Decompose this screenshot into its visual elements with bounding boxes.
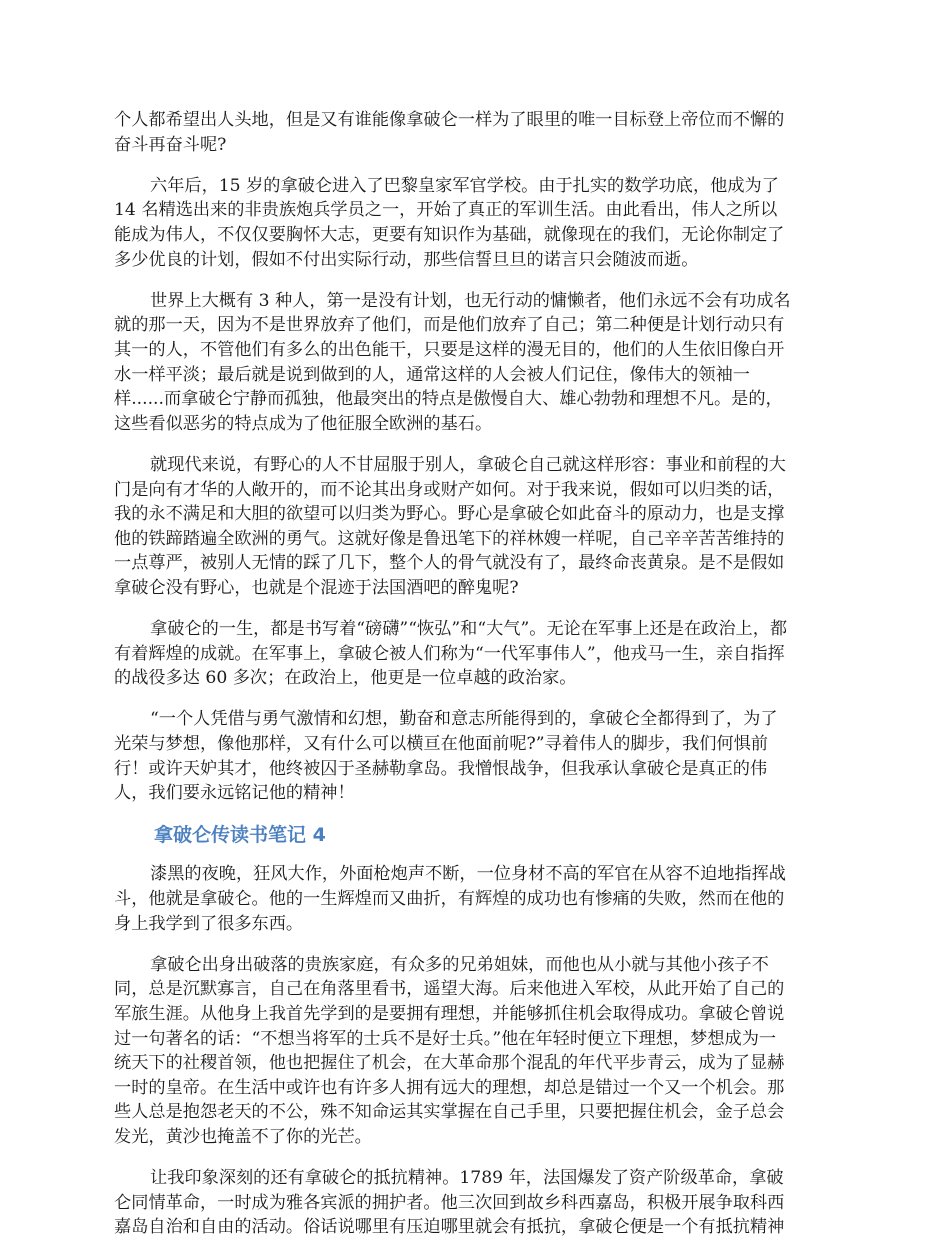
essay-body-continued <box>114 862 840 1240</box>
text-line: 斗，他就是拿破仑。他的一生辉煌而又曲折，有辉煌的成功也有惨痛的失败，然而在他的 <box>114 889 785 909</box>
paragraph <box>114 289 840 437</box>
text-line: “一个人凭借与勇气激情和幻想，勤奋和意志所能得到的，拿破仑全都得到了，为了 <box>150 709 778 730</box>
text-line: 这些看似恶劣的特点成为了他征服全欧洲的基石。 <box>114 413 493 434</box>
paragraph <box>114 617 840 691</box>
text-line: 嘉岛自治和自由的活动。俗话说哪里有压迫哪里就会有抵抗，拿破仑便是一个有抵抗精神 <box>114 1217 785 1238</box>
text-line: 同，总是沉默寡言，自己在角落里看书，遥望大海。后来他进入军校，从此开始了自己的 <box>114 979 785 1000</box>
text-line: 多少优良的计划，假如不付出实际行动，那些信誓旦旦的诺言只会随波而逝。 <box>114 249 699 270</box>
section-heading: 拿破仑传读书笔记 4 <box>154 824 326 847</box>
paragraph <box>114 174 840 272</box>
text-line: 世界上大概有 3 种人，第一是没有计划，也无行动的慵懒者，他们永远不会有功成名 <box>150 290 791 311</box>
text-line: 六年后，15 岁的拿破仑进入了巴黎皇家军官学校。由于扎实的数学功底，他成为了 <box>150 175 779 196</box>
text-line: 就现代来说，有野心的人不甘屈服于别人，拿破仑自己就这样形容：事业和前程的大 <box>150 454 786 475</box>
text-line: 样......而拿破仑宁静而孤独，他最突出的特点是傲慢自大、雄心勃勃和理想不凡。是的， <box>114 389 783 410</box>
text-line: 14 名精选出来的非贵族炮兵学员之一，开始了真正的军训生活。由此看出，伟人之所以 <box>114 200 778 221</box>
text-line: 其一的人，不管他们有多么的出色能干，只要是这样的漫无目的，他们的人生依旧像白开 <box>114 339 785 360</box>
paragraph <box>114 108 840 157</box>
text-line: 一点尊严，被别人无情的踩了几下，整个人的骨气就没有了，最终命丧黄泉。是不是假如 <box>114 553 785 574</box>
text-line: 行！或许天妒其才，他终被囚于圣赫勒拿岛。我憎恨战争，但我承认拿破仑是真正的伟 <box>114 758 768 779</box>
text-line: 一时的皇帝。在生活中或许也有许多人拥有远大的理想，却总是错过一个又一个机会。那 <box>114 1077 785 1098</box>
text-line: 就的那一天，因为不是世界放弃了他们，而是他们放弃了自己；第二种便是计划行动只有 <box>114 315 785 336</box>
text-line: 些人总是抱怨老天的不公，殊不知命运其实掌握在自己手里，只要把握住机会，金子总会 <box>114 1102 785 1123</box>
text-line: 发光，黄沙也掩盖不了你的光芒。 <box>114 1126 372 1147</box>
paragraph <box>114 1166 840 1240</box>
text-line: 拿破仑没有野心，也就是个混迹于法国酒吧的醉鬼呢? <box>114 577 519 598</box>
text-line: 让我印象深刻的还有拿破仑的抵抗精神。1789 年，法国爆发了资产阶级革命，拿破 <box>150 1168 784 1189</box>
text-line: 他的铁蹄踏遍全欧洲的勇气。这就好像是鲁迅笔下的祥林嫂一样呢，自己辛辛苦苦维持的 <box>114 528 785 549</box>
text-line: 拿破仑的一生，都是书写着“磅礴”“恢弘”和“大气”。无论在军事上还是在政治上，都 <box>150 619 788 640</box>
text-line: 军旅生涯。从他身上我首先学到的是要拥有理想，并能够抓住机会取得成功。拿破仑曾说 <box>114 1003 785 1024</box>
text-line: 光荣与梦想，像他那样，又有什么可以横亘在他面前呢?”寻着伟人的脚步，我们何惧前 <box>114 734 768 755</box>
text-line: 漆黑的夜晚，狂风大作，外面枪炮声不断，一位身材不高的军官在从容不迫地指挥战 <box>150 864 786 885</box>
text-line: 有着辉煌的成就。在军事上，拿破仑被人们称为“一代军事伟人”，他戎马一生，亲自指挥 <box>114 643 785 664</box>
text-line: 我的永不满足和大胆的欲望可以归类为野心。野心是拿破仑如此奋斗的原动力，也是支撑 <box>114 504 785 525</box>
text-line: 统天下的社稷首领，他也把握住了机会，在大革命那个混乱的年代平步青云，成为了显赫 <box>114 1053 785 1074</box>
text-line: 个人都希望出人头地，但是又有谁能像拿破仑一样为了眼里的唯一目标登上帝位而不懈的 <box>114 110 785 130</box>
paragraph <box>114 453 840 601</box>
paragraph <box>114 862 840 936</box>
document-page <box>114 108 840 1257</box>
essay-body <box>114 108 840 806</box>
text-line: 过一句著名的话：“不想当将军的士兵不是好士兵。”他在年轻时便立下理想，梦想成为一 <box>114 1028 777 1049</box>
paragraph <box>114 707 840 805</box>
text-line: 的战役多达 60 多次；在政治上，他更是一位卓越的政治家。 <box>114 668 577 689</box>
text-line: 奋斗再奋斗呢? <box>114 134 227 155</box>
text-line: 身上我学到了很多东西。 <box>114 913 304 934</box>
text-line: 仑同情革命，一时成为雅各宾派的拥护者。他三次回到故乡科西嘉岛，积极开展争取科西 <box>114 1192 785 1213</box>
text-line: 人，我们要永远铭记他的精神！ <box>114 783 355 804</box>
text-line: 能成为伟人，不仅仅要胸怀大志，更要有知识作为基础，就像现在的我们，无论你制定了 <box>114 224 785 245</box>
text-line: 门是向有才华的人敞开的，而不论其出身或财产如何。对于我来说，假如可以归类的话， <box>114 479 785 500</box>
text-line: 拿破仑出身出破落的贵族家庭，有众多的兄弟姐妹，而他也从小就与其他小孩子不 <box>150 954 769 975</box>
text-line: 水一样平淡；最后就是说到做到的人，通常这样的人会被人们记住，像伟大的领袖一 <box>114 364 750 385</box>
paragraph <box>114 953 840 1150</box>
